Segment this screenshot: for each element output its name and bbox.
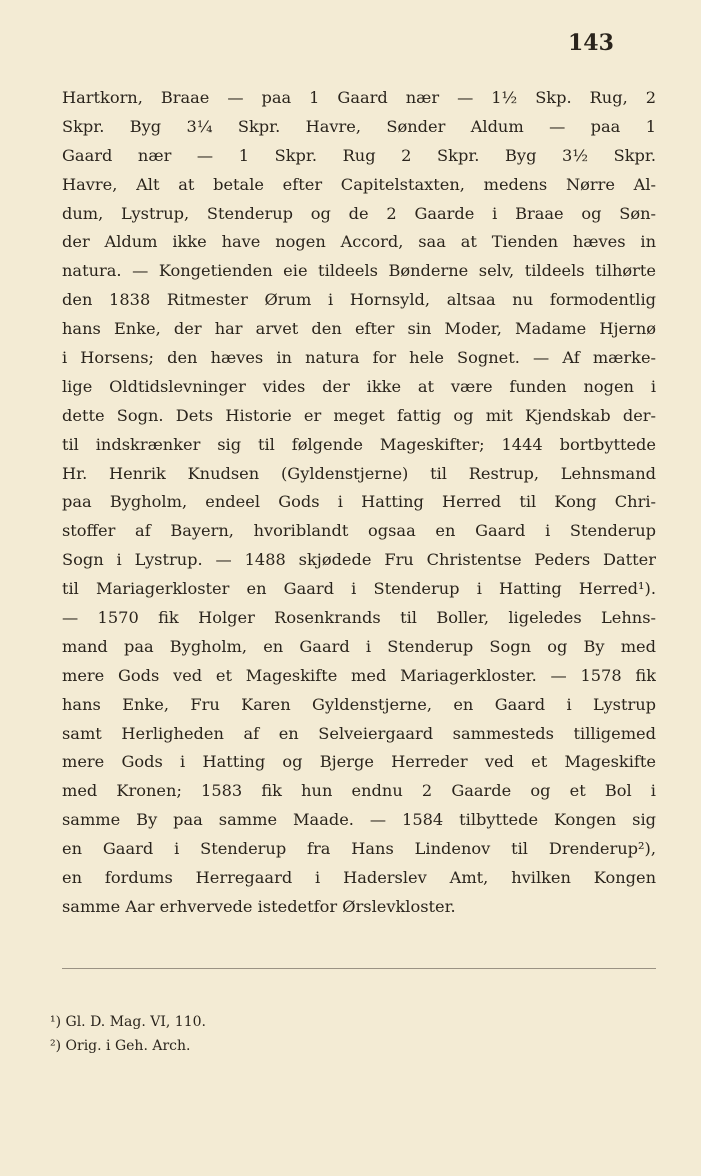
text-line: en fordums Herregaard i Haderslev Amt, hvilken Kongen xyxy=(62,868,656,888)
footnotes xyxy=(50,1010,206,1058)
text-line: dette Sogn. Dets Historie er meget fattig og mit Kjendskab der- xyxy=(62,405,656,425)
text-line: — 1570 fik Holger Rosenkrands til Boller, ligeledes Lehns- xyxy=(62,608,656,628)
text-line: en Gaard i Stenderup fra Hans Lindenov til Drenderup²), xyxy=(62,839,656,859)
text-line: stoffer af Bayern, hvoriblandt ogsaa en Gaard i Stenderup xyxy=(62,521,656,541)
page-number: 143 xyxy=(568,30,614,56)
text-line: der Aldum ikke have nogen Accord, saa at Tienden hæves in xyxy=(62,232,656,252)
body-text xyxy=(62,84,656,922)
text-line: natura. — Kongetienden eie tildeels Bønderne selv, tildeels tilhørte xyxy=(62,261,656,281)
text-line: Havre, Alt at betale efter Capitelstaxten, medens Nørre Al- xyxy=(62,174,656,194)
text-line: Hartkorn, Braae — paa 1 Gaard nær — 1½ Skp. Rug, 2 xyxy=(62,88,656,107)
footnote-divider xyxy=(62,968,656,969)
text-line: mand paa Bygholm, en Gaard i Stenderup Sogn og By med xyxy=(62,636,656,656)
text-line: Sogn i Lystrup. — 1488 skjødede Fru Christentse Peders Datter xyxy=(62,550,656,570)
text-line: mere Gods ved et Mageskifte med Mariagerkloster. — 1578 fik xyxy=(62,665,656,685)
text-line: til indskrænker sig til følgende Mageskifter; 1444 bortbyttede xyxy=(62,434,656,454)
text-line: hans Enke, Fru Karen Gyldenstjerne, en Gaard i Lystrup xyxy=(62,694,656,714)
text-line: hans Enke, der har arvet den efter sin Moder, Madame Hjernø xyxy=(62,319,656,339)
text-line: samme Aar erhvervede istedetfor Ørslevkloster. xyxy=(62,896,456,916)
text-line: Gaard nær — 1 Skpr. Rug 2 Skpr. Byg 3½ Skpr. xyxy=(62,145,656,165)
text-line: den 1838 Ritmester Ørum i Hornsyld, altsaa nu formodentlig xyxy=(62,290,656,310)
text-line: dum, Lystrup, Stenderup og de 2 Gaarde i Braae og Søn- xyxy=(62,203,656,223)
text-line: i Horsens; den hæves in natura for hele Sognet. — Af mærke- xyxy=(62,348,656,368)
text-line: paa Bygholm, endeel Gods i Hatting Herred til Kong Chri- xyxy=(62,492,656,512)
text-line: lige Oldtidslevninger vides der ikke at være funden nogen i xyxy=(62,376,656,396)
text-line: til Mariagerkloster en Gaard i Stenderup i Hatting Herred¹). xyxy=(62,579,656,599)
text-line: Hr. Henrik Knudsen (Gyldenstjerne) til Restrup, Lehnsmand xyxy=(62,463,656,483)
text-line: samt Herligheden af en Selveiergaard sammesteds tilligemed xyxy=(62,723,656,743)
text-line: mere Gods i Hatting og Bjerge Herreder ved et Mageskifte xyxy=(62,752,656,772)
text-line: samme By paa samme Maade. — 1584 tilbyttede Kongen sig xyxy=(62,810,656,830)
text-line: med Kronen; 1583 fik hun endnu 2 Gaarde og et Bol i xyxy=(62,781,656,801)
footnote: ¹) Gl. D. Mag. VI, 110. xyxy=(50,1014,206,1030)
text-line: Skpr. Byg 3¼ Skpr. Havre, Sønder Aldum — paa 1 xyxy=(62,116,656,136)
footnote: ²) Orig. i Geh. Arch. xyxy=(50,1038,191,1054)
